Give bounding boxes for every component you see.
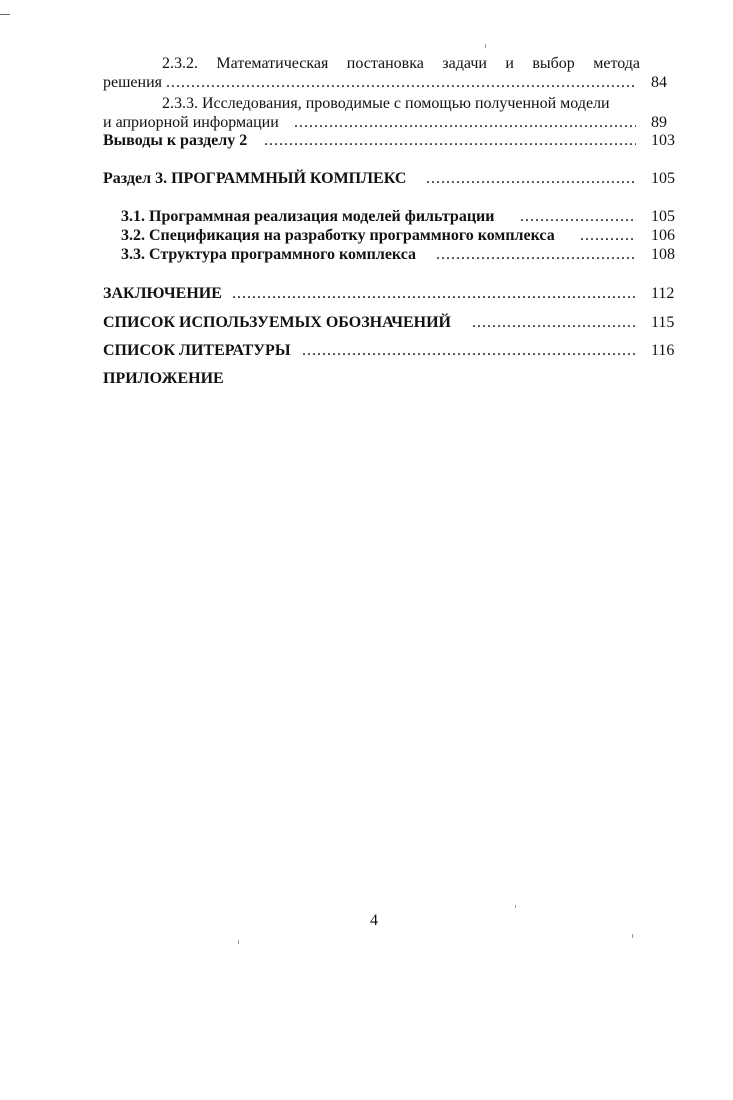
toc-leader-dots <box>520 207 636 227</box>
toc-leader-dots <box>472 313 636 333</box>
toc-entry-3-3: 3.3. Структура программного комплекса <box>121 246 417 263</box>
toc-leader-dots <box>294 113 636 133</box>
toc-entry-2-3-3-line1: 2.3.3. Исследования, проводимые с помощью полученной модели <box>162 95 610 112</box>
toc-leader-dots <box>264 131 636 151</box>
toc-entry-conclusions-2: Выводы к разделу 2 <box>103 132 248 149</box>
toc-leader-dots <box>232 284 636 304</box>
toc-page-3-2: 106 <box>651 227 675 244</box>
toc-page-notation: 115 <box>651 314 675 331</box>
toc-leader-dots <box>426 169 636 189</box>
toc-page-conclusions-2: 103 <box>651 132 675 149</box>
toc-page-conclusion: 112 <box>651 285 675 302</box>
toc-entry-notation: СПИСОК ИСПОЛЬЗУЕМЫХ ОБОЗНАЧЕНИЙ <box>103 314 451 331</box>
page-number: 4 <box>370 912 378 929</box>
toc-entry-2-3-2-line1: 2.3.2. Математическая постановка задачи и выбор метода <box>162 55 640 72</box>
toc-leader-dots <box>436 245 636 265</box>
toc-entry-conclusion: ЗАКЛЮЧЕНИЕ <box>103 285 222 302</box>
toc-entry-literature: СПИСОК ЛИТЕРАТУРЫ <box>103 342 291 359</box>
toc-entry-section-3: Раздел 3. ПРОГРАММНЫЙ КОМПЛЕКС <box>103 170 407 187</box>
toc-entry-3-2: 3.2. Спецификация на разработку программного комплекса <box>121 227 555 244</box>
toc-page-2-3-2: 84 <box>651 74 667 91</box>
toc-page-literature: 116 <box>651 342 675 359</box>
toc-leader-dots <box>580 226 636 246</box>
toc-leader-dots <box>166 73 636 93</box>
toc-page-3-1: 105 <box>651 208 675 225</box>
scan-speck <box>485 44 486 48</box>
toc-entry-appendix: ПРИЛОЖЕНИЕ <box>103 370 224 387</box>
toc-page-2-3-3: 89 <box>651 114 667 131</box>
scan-edge-mark <box>0 14 10 15</box>
toc-entry-2-3-3-line2: и априорной информации <box>103 114 279 131</box>
scan-speck <box>238 940 239 944</box>
toc-page-section-3: 105 <box>651 170 675 187</box>
toc-entry-3-1: 3.1. Программная реализация моделей фильтрации <box>121 208 495 225</box>
scan-speck <box>515 905 516 908</box>
scan-speck <box>632 934 633 938</box>
toc-entry-2-3-2-line2: решения <box>103 74 163 91</box>
toc-leader-dots <box>302 341 636 361</box>
toc-page-3-3: 108 <box>651 246 675 263</box>
